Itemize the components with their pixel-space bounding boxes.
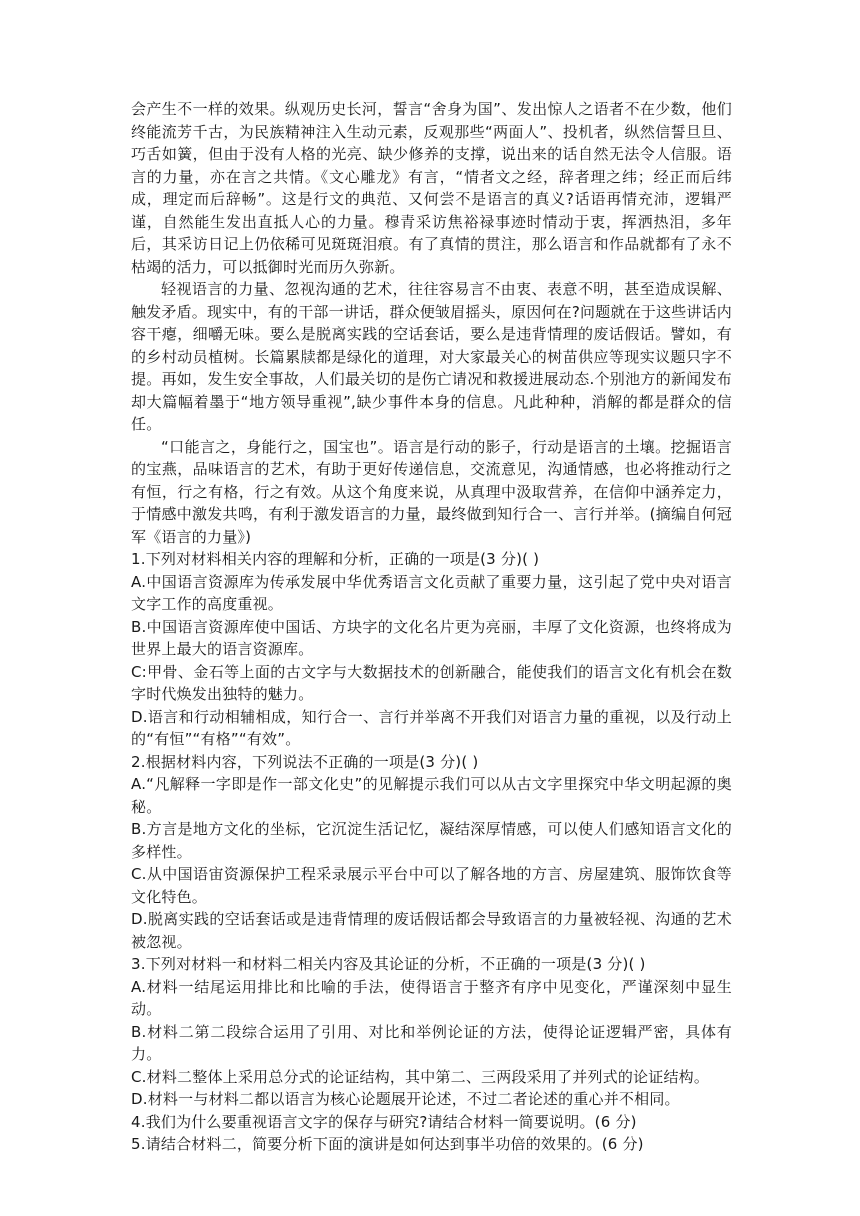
question-stem: 4.我们为什么要重视语言文字的保存与研究?请结合材料一简要说明。(6 分) [131, 1112, 637, 1131]
passage-paragraph-3: “口能言之，身能行之，国宝也”。语言是行动的影子，行动是语言的土壤。挖掘语言的宝燕，品味语言的艺术，有助于更好传递信息，交流意见，沟通情感，也必将推动行之有恒，行之有格，行之有效。从这个角度来说，从真理中汲取营养，在信仰中涵养定力，于情感中激发共鸣，有利于激发语言的力量，最终做到知行合一、言行并举。(摘编自何冠军《语言的力量》) [131, 437, 732, 546]
option-d: D.脱离实践的空话套话或是违背情理的废话假话都会导致语言的力量被轻视、沟通的艺术被忽视。 [131, 910, 732, 951]
question-3 [131, 953, 732, 1111]
option-b: B.方言是地方文化的坐标，它沉淀生活记忆，凝结深厚情感，可以使人们感知语言文化的多样性。 [131, 820, 732, 861]
option-c: C:甲骨、金石等上面的古文字与大数据技术的创新融合，能使我们的语言文化有机会在数字时代焕发出独特的魅力。 [131, 662, 732, 703]
question-stem: 5.请结合材料二，简要分析下面的演讲是如何达到事半功倍的效果的。(6 分) [131, 1135, 644, 1153]
question-2 [131, 751, 732, 954]
question-5 [131, 1133, 732, 1156]
option-b: B.中国语言资源库使中国话、方块字的文化名片更为亮丽，丰厚了文化资源，也终将成为世界上最大的语言资源库。 [131, 617, 732, 658]
passage-paragraph-1: 会产生不一样的效果。纵观历史长河，誓言“舍身为国”、发出惊人之语者不在少数，他们终能流芳千古，为民族精神注入生动元素，反观那些“两面人”、投机者，纵然信誓旦旦、巧舌如簧，但由于没有人格的光亮、缺少修养的支撑，说出来的话自然无法令人信服。语言的力量，亦在言之共情。《文心雕龙》有言，“情者文之经，辞者理之纬；经正而后纬成，理定而后辞畅”。这是行文的典范、又何尝不是语言的真义?话语再情充沛，逻辑严谨，自然能生发出直抵人心的力量。穆青采访焦裕禄事迹时情动于衷，挥洒热泪，多年后，其采访日记上仍依稀可见斑斑泪痕。有了真情的贯注，那么语言和作品就都有了永不枯竭的活力，可以抵御时光而历久弥新。 [131, 100, 732, 276]
question-1 [131, 548, 732, 751]
option-d: D.语言和行动相辅相成，知行合一、言行并举离不开我们对语言力量的重视，以及行动上的“有恒”“有格”“有效”。 [131, 707, 732, 748]
option-d: D.材料一与材料二都以语言为核心论题展开论述，不过二者论述的重心并不相同。 [131, 1090, 680, 1108]
option-b: B.材料二第二段综合运用了引用、对比和举例论证的方法，使得论证逻辑严密，具体有力。 [131, 1022, 732, 1063]
question-stem: 2.根据材料内容，下列说法不正确的一项是(3 分)( ) [131, 752, 479, 771]
question-4 [131, 1111, 732, 1134]
question-stem: 3.下列对材料一和材料二相关内容及其论证的分析，不正确的一项是(3 分)( ) [131, 955, 646, 973]
question-stem: 1.下列对材料相关内容的理解和分析，正确的一项是(3 分)( ) [131, 550, 540, 568]
option-a: A.中国语言资源库为传承发展中华优秀语言文化贡献了重要力量，这引起了党中央对语言文字工作的高度重视。 [131, 572, 732, 613]
option-a: A.材料一结尾运用排比和比喻的手法，使得语言于整齐有序中见变化，严谨深刻中显生动。 [131, 977, 732, 1018]
option-c: C.材料二整体上采用总分式的论证结构，其中第二、三两段采用了并列式的论证结构。 [131, 1067, 710, 1086]
passage-paragraph-2: 轻视语言的力量、忽视沟通的艺术，往往容易言不由衷、表意不明，甚至造成误解、触发矛盾。现实中，有的干部一讲话，群众便皱眉摇头，原因何在?问题就在于这些讲话内容干瘪，细嚼无味。要么是脱离实践的空话套话，要么是违背情理的废话假话。譬如，有的乡村动员植树。长篇累牍都是绿化的道理，对大家最关心的树苗供应等现实议题只字不提。再如，发生安全事故，人们最关切的是伤亡请况和救援进展动态.个别池方的新闻发布却大篇幅着墨于“地方领导重视”,缺少事件本身的信息。凡此种种，消解的都是群众的信任。 [131, 280, 732, 433]
option-c: C.从中国语宙资源保护工程采录展示平台中可以了解各地的方言、房屋建筑、服饰饮食等文化特色。 [131, 865, 732, 906]
option-a: A.“凡解释一字即是作一部文化史”的见解提示我们可以从古文字里探究中华文明起源的奥秘。 [131, 775, 732, 816]
